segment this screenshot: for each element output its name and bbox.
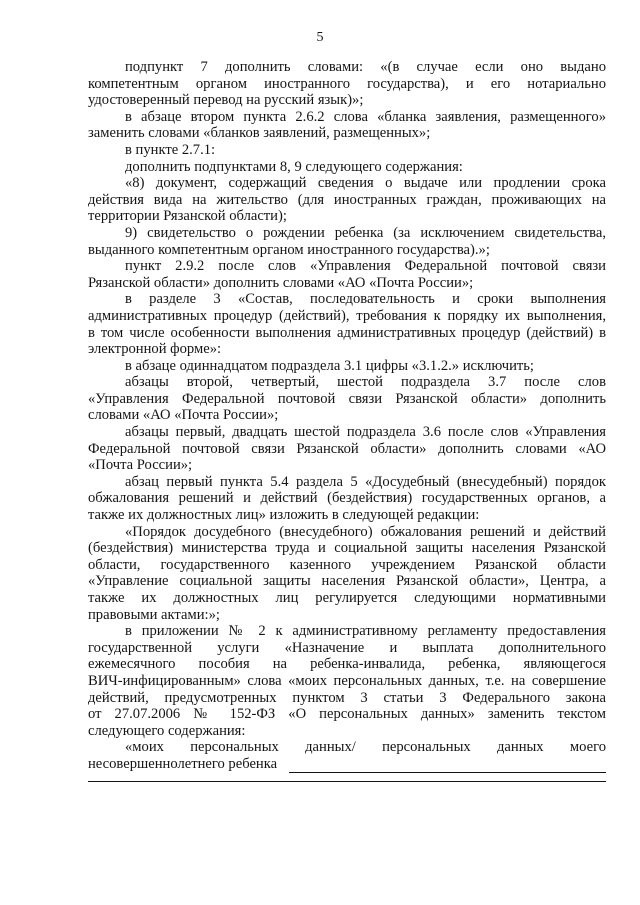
- text-line: удостоверенный перевод на русский язык)»;: [88, 92, 364, 109]
- text-line: пункт 2.9.2 после слов «Управления Федеральной почтовой связи: [125, 258, 606, 275]
- text-line: в пункте 2.7.1:: [125, 141, 216, 158]
- text-line: также их должностных лиц» изложить в следующей редакции:: [88, 507, 480, 524]
- text-line: «Управление социальной защиты населения Рязанской области», Центра, а: [88, 573, 606, 590]
- fill-in-label: несовершеннолетнего ребенка: [88, 755, 278, 772]
- text-line: действия вида на жительство (для иностранных граждан, проживающих на: [88, 191, 606, 208]
- text-line: ежемесячного пособия на ребенка-инвалида, ребенка, являющегося: [88, 656, 606, 673]
- text-line: ВИЧ-инфицированным» слова «моих персональных данных, т.е. на совершение: [88, 672, 606, 689]
- text-line: выданного компетентным органом иностранного государства).»;: [88, 241, 490, 258]
- text-line: «Почта России»;: [88, 457, 193, 474]
- blank-rule: [88, 781, 606, 782]
- text-line: правовыми актами:»;: [88, 606, 220, 623]
- text-line: компетентным органом иностранного государства), и его нотариально: [88, 75, 606, 92]
- text-line: абзац первый пункта 5.4 раздела 5 «Досудебный (внесудебный) порядок: [125, 473, 606, 490]
- text-line: действий, предусмотренных пунктом 3 статьи 3 Федерального закона: [88, 689, 606, 706]
- text-line: «8) документ, содержащий сведения о выдаче или продлении срока: [125, 175, 606, 192]
- text-line: от 27.07.2006 № 152-ФЗ «О персональных данных» заменить текстом: [88, 706, 606, 723]
- text-line: административных процедур (действий), требования к порядку их выполнения,: [88, 307, 606, 324]
- text-line: области, государственного казенного учреждением Рязанской области: [88, 556, 606, 573]
- text-line: «Управления Федеральной почтовой связи Рязанской области» дополнить: [88, 390, 606, 407]
- text-line: электронной форме»:: [88, 341, 222, 358]
- text-line: подпункт 7 дополнить словами: «(в случае если оно выдано: [125, 59, 606, 75]
- text-line: (бездействия) министерства труда и социальной защиты населения Рязанской: [88, 540, 606, 557]
- text-line: абзацы первый, двадцать шестой подраздела 3.6 после слов «Управления: [125, 424, 606, 441]
- text-line: в абзаце втором пункта 2.6.2 слова «бланка заявления, размещенного»: [125, 108, 606, 125]
- text-line: 9) свидетельство о рождении ребенка (за исключением свидетельства,: [125, 224, 606, 241]
- text-line: обжалования решений и действий (бездействия) государственных органов, а: [88, 490, 606, 507]
- text-line: дополнить подпунктами 8, 9 следующего содержания:: [125, 158, 463, 175]
- text-line: в приложении № 2 к административному регламенту предоставления: [125, 623, 606, 640]
- text-line: следующего содержания:: [88, 722, 246, 739]
- text-line: территории Рязанской области);: [88, 208, 287, 225]
- fill-in-line: [88, 756, 606, 773]
- text-line: также их должностных лиц регулируется следующими нормативными: [88, 590, 606, 606]
- text-line: в разделе 3 «Состав, последовательность и сроки выполнения: [125, 291, 606, 308]
- text-line: в том числе особенности выполнения административных процедур (действий) в: [88, 324, 606, 341]
- page-number: 5: [316, 30, 324, 45]
- text-line: заменить словами «бланков заявлений, размещенных»;: [88, 125, 431, 142]
- text-line: Рязанской области» дополнить словами «АО «Почта России»;: [88, 274, 474, 291]
- text-line: «Порядок досудебного (внесудебного) обжалования решений и действий: [125, 523, 606, 540]
- text-line: «моих персональных данных/ персональных данных моего: [125, 739, 606, 756]
- text-line: государственной услуги «Назначение и выплата дополнительного: [88, 639, 606, 656]
- text-line: абзацы второй, четвертый, шестой подраздела 3.7 после слов: [125, 374, 606, 391]
- document-body: [88, 59, 606, 782]
- fill-in-blank: [289, 759, 606, 773]
- text-line: Федеральной почтовой связи Рязанской области» дополнить словами «АО: [88, 440, 606, 457]
- text-line: словами «АО «Почта России»;: [88, 407, 279, 424]
- text-line: в абзаце одиннадцатом подраздела 3.1 цифры «3.1.2.» исключить;: [125, 357, 534, 374]
